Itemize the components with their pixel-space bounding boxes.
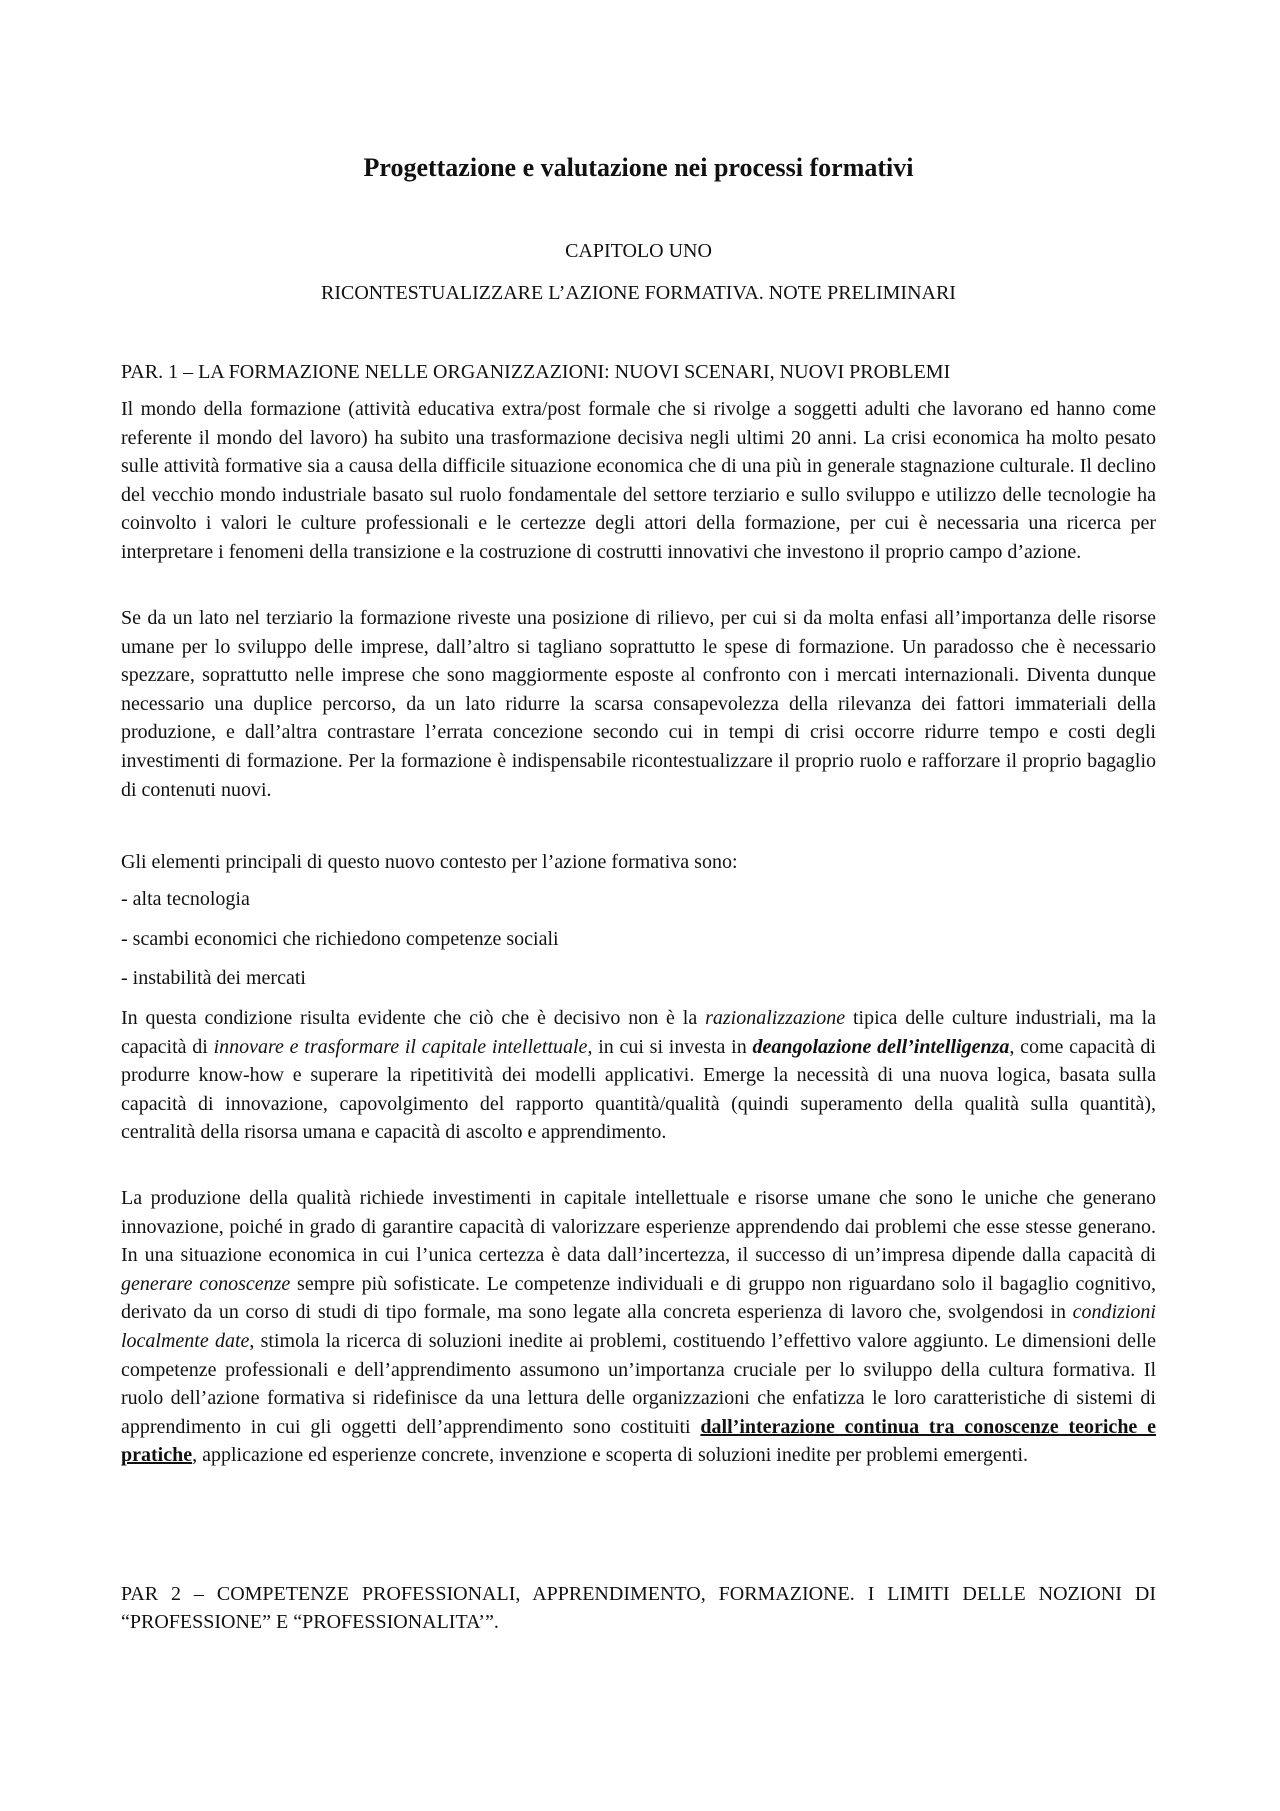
paragraph-3: Gli elementi principali di questo nuovo contesto per l’azione formativa sono: [121,851,738,873]
paragraph-4-bold-italic: deangolazione dell’intelligenza [752,1035,1010,1058]
paragraph-4-text: , come capacità di produrre know-how e superare la ripetitività dei modelli applicativi. Emerge la necessità di una nuova logica, basata sulla capacità di innovazione, capovolgimento del rapporto quantità/qualità (quindi superamento della qualità sulla quantità), centralità della risorsa umana e capacità di ascolto e apprendimento. [121,1035,1156,1144]
paragraph-4 [121,1004,1156,1147]
paragraph-5 [121,1184,1156,1470]
section-heading-par1: PAR. 1 – LA FORMAZIONE NELLE ORGANIZZAZIONI: NUOVI SCENARI, NUOVI PROBLEMI [121,361,951,383]
paragraph-4-text: In questa condizione risulta evidente che ciò che è decisivo non è la [121,1007,706,1029]
paragraph-4-text: tipica delle culture industriali, ma la capacità di [121,1007,1157,1058]
paragraph-2: Se da un lato nel terziario la formazione riveste una posizione di rilievo, per cui si da molta enfasi all’importanza delle risorse umane per lo sviluppo delle imprese, dall’altro si tagliano soprattutto le spese di formazione. Un paradosso che è necessario spezzare, soprattutto nelle imprese che sono maggiormente esposte al confronto con i mercati internazionali. Diventa dunque necessario una duplice percorso, da un lato ridurre la scarsa consapevolezza della rilevanza dei fattori immateriali della produzione, e dall’altra contrastare l’errata concezione secondo cui in tempi di crisi occorre ridurre tempo e costi degli investimenti di formazione. Per la formazione è indispensabile ricontestualizzare il proprio ruolo e rafforzare il proprio bagaglio di contenuti nuovi. [121,607,1156,801]
list-item: - scambi economici che richiedono competenze sociali [121,928,559,950]
chapter-subtitle: RICONTESTUALIZZARE L’AZIONE FORMATIVA. NOTE PRELIMINARI [321,282,956,304]
paragraph-5-text: sempre più sofisticate. Le competenze individuali e di gruppo non riguardano solo il bagaglio cognitivo, derivato da un corso di studi di tipo formale, ma sono legate alla concreta esperienza di lavoro che, svolgendosi in [121,1272,1156,1324]
paragraph-4-italic: innovare e trasformare il capitale intellettuale [213,1035,588,1058]
paragraph-5-italic: generare conoscenze [121,1272,291,1295]
chapter-label: CAPITOLO UNO [565,240,712,262]
paragraph-5-italic: condizioni localmente date [121,1301,1156,1352]
paragraph-1: Il mondo della formazione (attività educativa extra/post formale che si rivolge a soggetti adulti che lavorano ed hanno come referente il mondo del lavoro) ha subito una trasformazione decisiva negli ultimi 20 anni. La crisi economica ha molto pesato sulle attività formative sia a causa della difficile situazione economica che di una più in generale stagnazione culturale. Il declino del vecchio mondo industriale basato sul ruolo fondamentale del settore terziario e sullo sviluppo e utilizzo delle tecnologie ha coinvolto i valori le culture professionali e le certezze degli attori della formazione, per cui è necessaria una ricerca per interpretare i fenomeni della transizione e la costruzione di costrutti innovativi che investono il proprio campo d’azione. [121,398,1156,563]
paragraph-5-text: , applicazione ed esperienze concrete, invenzione e scoperta di soluzioni inedite per problemi emergenti. [192,1444,1029,1467]
paragraph-5-underlined: dall’interazione continua tra conoscenze teoriche e pratiche [121,1415,1156,1467]
list-item: - alta tecnologia [121,888,250,910]
paragraph-5-text: , stimola la ricerca di soluzioni inedite ai problemi, costituendo l’effettivo valore aggiunto. Le dimensioni delle competenze professionali e dell’apprendimento assumono un’importanza cruciale per lo sviluppo della cultura formativa. Il ruolo dell’azione formativa si ridefinisce da una lettura delle organizzazioni che enfatizza le loro caratteristiche di sistemi di apprendimento in cui gli oggetti dell’apprendimento sono costituiti [121,1329,1156,1438]
section-heading-par2: PAR 2 – COMPETENZE PROFESSIONALI, APPRENDIMENTO, FORMAZIONE. I LIMITI DELLE NOZIONI DI “PROFESSIONE” E “PROFESSIONALITA’”. [121,1583,1156,1633]
paragraph-4-italic: razionalizzazione [705,1007,846,1029]
paragraph-5-text: La produzione della qualità richiede investimenti in capitale intellettuale e risorse umane che sono le uniche che generano innovazione, poiché in grado di garantire capacità di valorizzare esperienze apprendendo dai problemi che esse stesse generano. In una situazione economica in cui l’unica certezza è data dall’incertezza, il successo di un’impresa dipende dalla capacità di [121,1187,1156,1267]
list-item: - instabilità dei mercati [121,967,306,989]
document-title: Progettazione e valutazione nei processi formativi [363,153,914,182]
paragraph-4-text: , in cui si investa in [587,1035,753,1058]
